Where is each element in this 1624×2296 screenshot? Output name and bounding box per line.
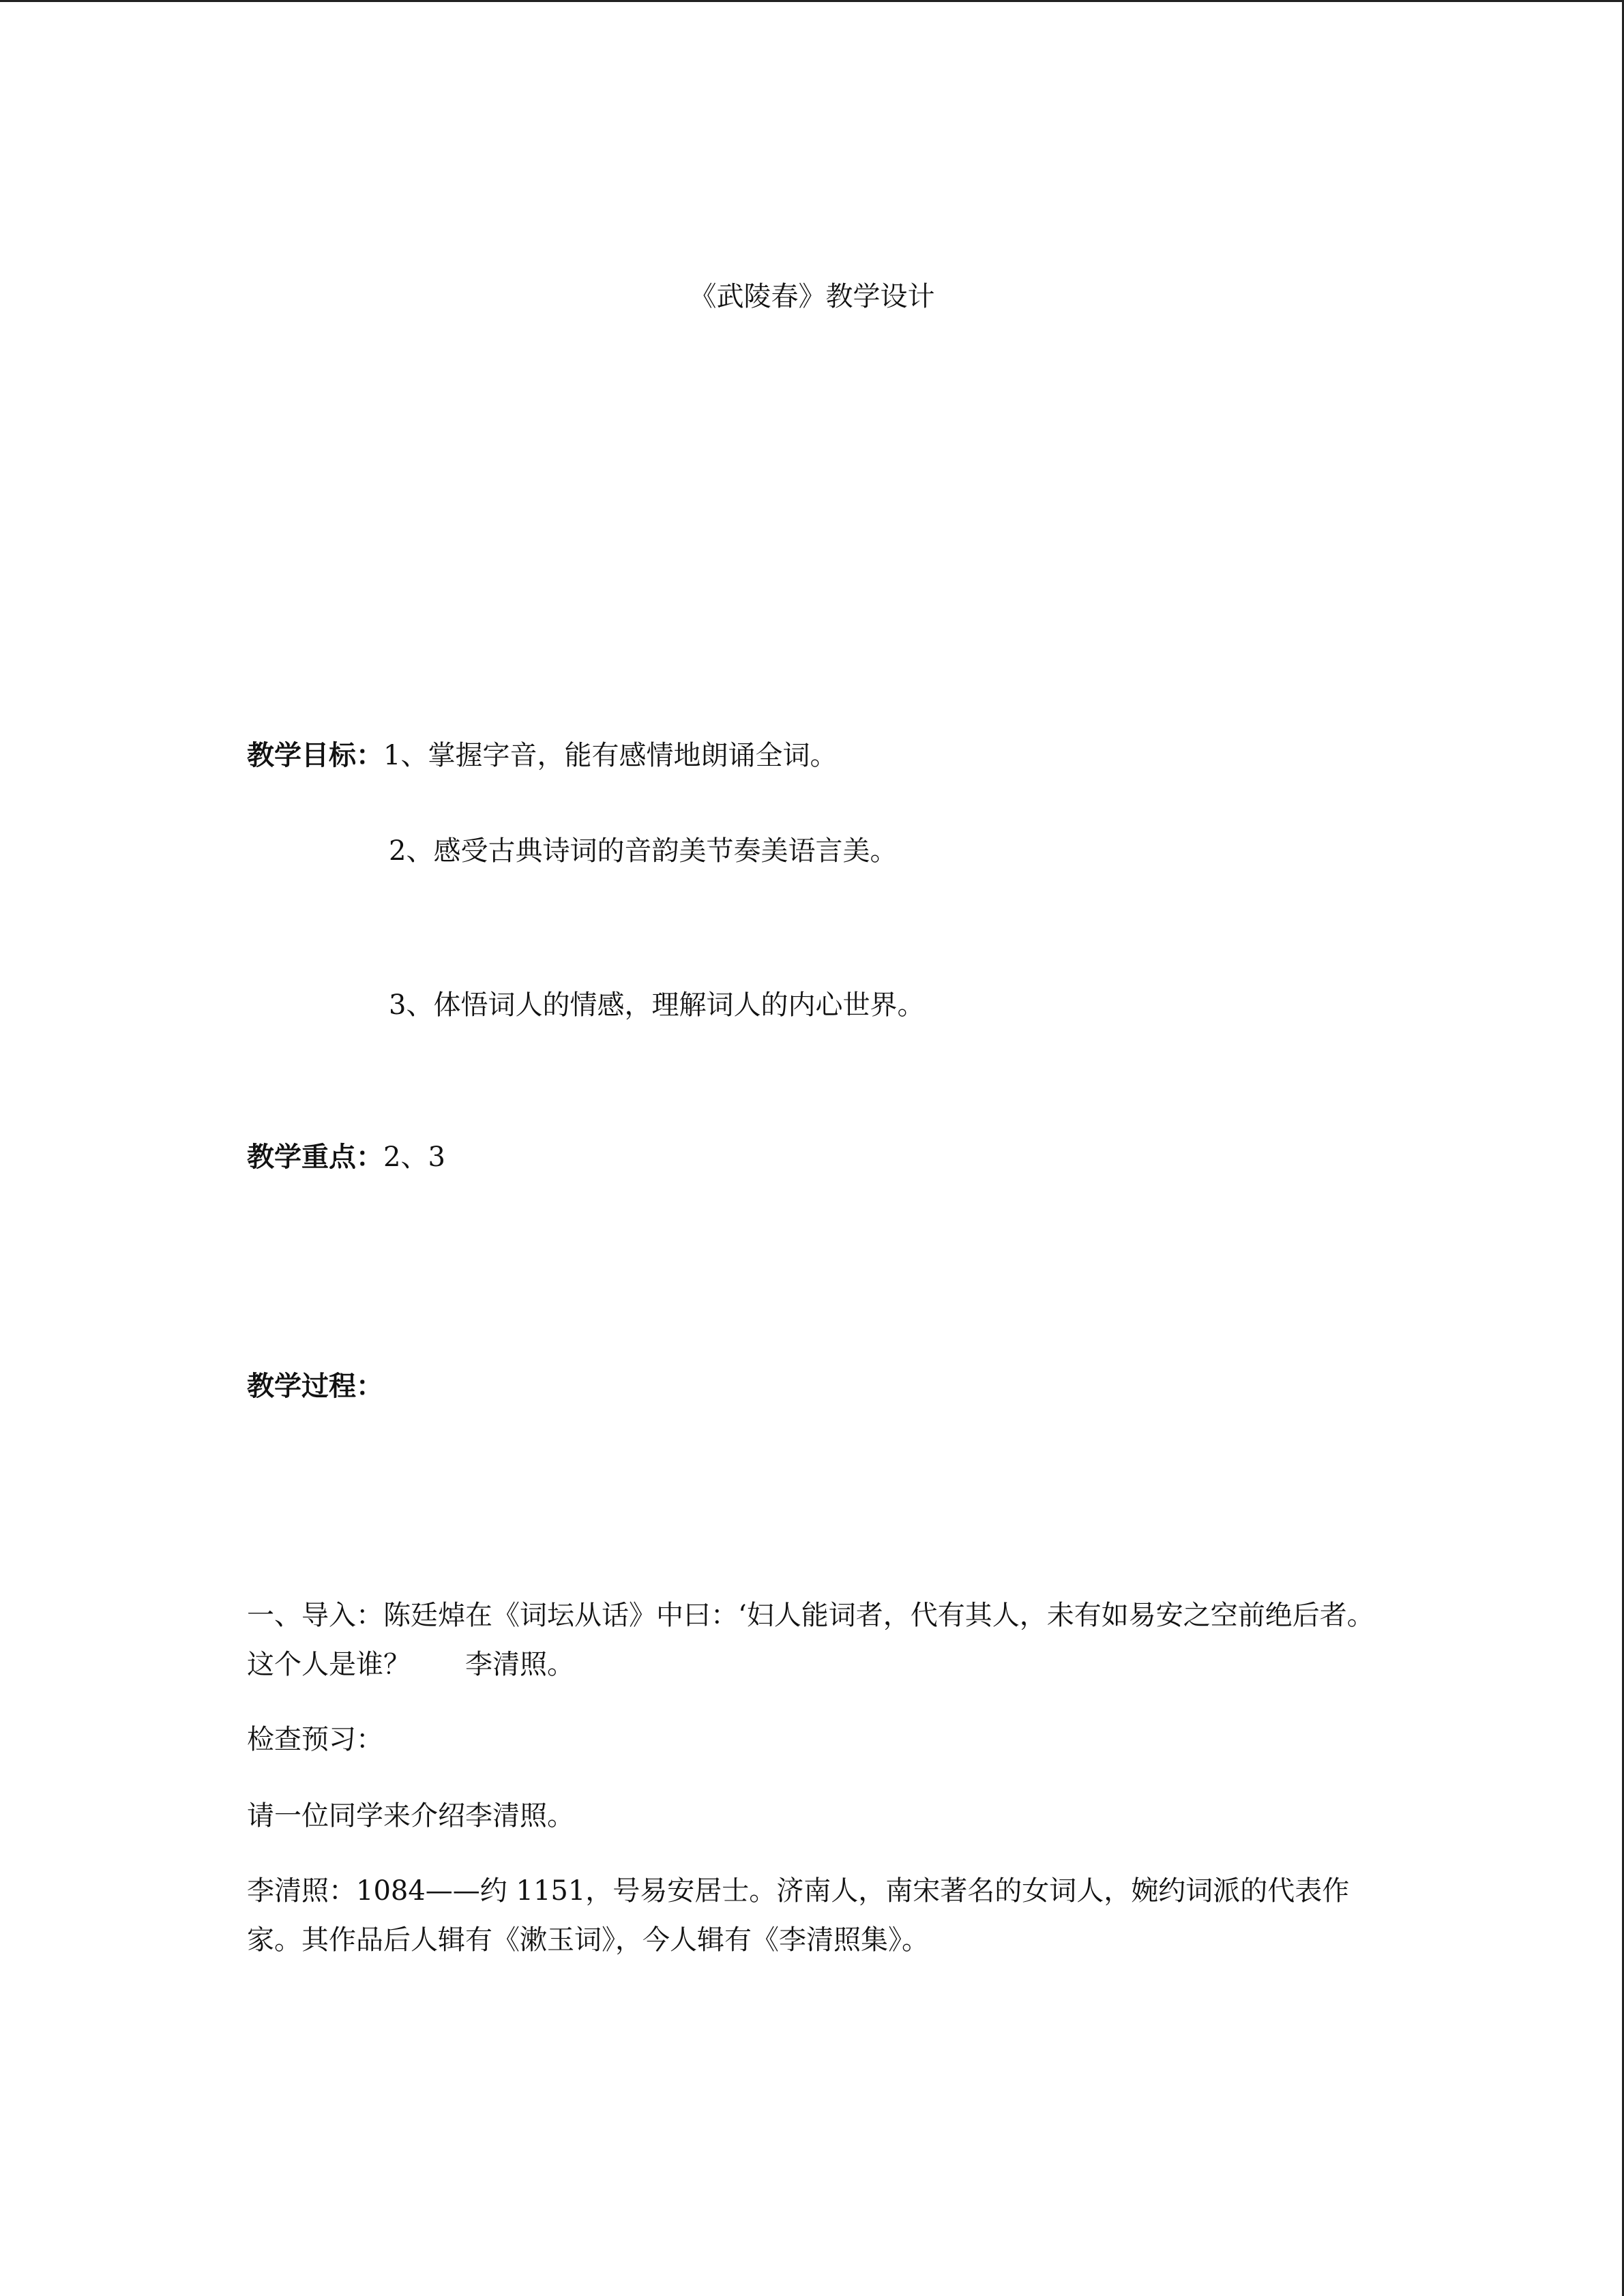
intro-paragraph: 一、导入：陈廷焯在《词坛从话》中曰：‘妇人能词者，代有其人，未有如易安之空前绝后者。这个人是谁？ 李清照。 <box>247 1600 1374 1680</box>
key-points-label: 教学重点： <box>247 1141 383 1173</box>
objective-item-1: 1、掌握字音，能有感情地朗诵全词。 <box>383 740 838 771</box>
key-points-line <box>247 1137 445 1178</box>
objectives-line <box>247 735 837 776</box>
author-bio-paragraph: 李清照：1084——约 1151，号易安居士。济南人，南宋著名的女词人，婉约词派的代表作家。其作品后人辑有《漱玉词》，今人辑有《李清照集》。 <box>247 1875 1350 1956</box>
key-points-value: 2、3 <box>383 1142 445 1173</box>
student-intro-paragraph: 请一位同学来介绍李清照。 <box>247 1800 574 1832</box>
process-label: 教学过程： <box>247 1370 383 1402</box>
process-heading <box>247 1366 383 1407</box>
preview-check-heading: 检查预习： <box>247 1724 383 1755</box>
objectives-label: 教学目标： <box>247 739 383 771</box>
objective-item-3: 3、体悟词人的情感，理解词人的内心世界。 <box>389 989 925 1021</box>
document-title: 《武陵春》教学设计 <box>689 281 935 312</box>
objective-item-2: 2、感受古典诗词的音韵美节奏美语言美。 <box>389 835 898 867</box>
